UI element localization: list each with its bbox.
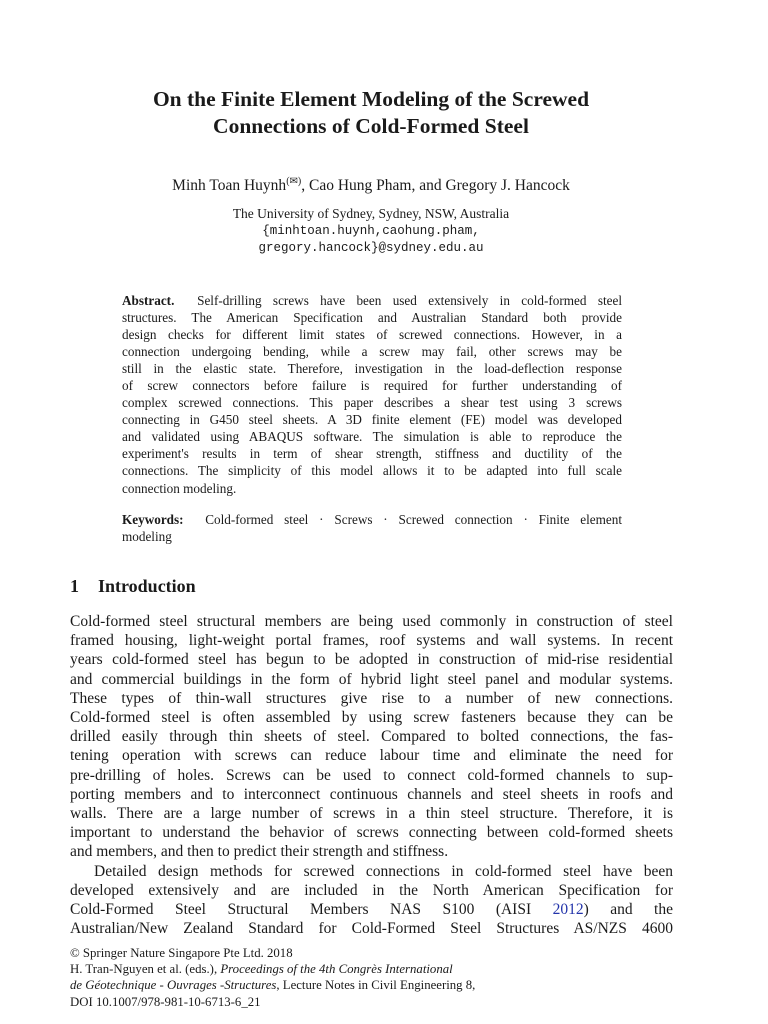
title-line-2: Connections of Cold-Formed Steel bbox=[213, 114, 529, 138]
section-title: Introduction bbox=[98, 576, 196, 596]
footer-copyright: © Springer Nature Singapore Pte Ltd. 2018 bbox=[70, 946, 293, 960]
abstract-line: design checks for different limit states of screwed connections. However, in a bbox=[122, 327, 622, 343]
body-line: walls. There are a large number of screws in a thin steel structure. Therefore, it is bbox=[70, 805, 673, 823]
keywords-label: Keywords: bbox=[122, 512, 184, 527]
body-line: and commercial buildings in the form of hybrid light steel panel and modular systems. bbox=[70, 670, 673, 688]
citation-link-aisi-2012[interactable]: 2012 bbox=[552, 901, 584, 919]
abstract-line: structures. The American Specification and Australian Standard both provide bbox=[122, 310, 622, 326]
body-line: years cold-formed steel has begun to be adopted in construction of mid-rise residential bbox=[70, 651, 673, 669]
author-first: Minh Toan Huynh bbox=[172, 177, 287, 194]
footer-series: de Géotechnique - Ouvrages -Structures, Lecture Notes in Civil Engineering 8, bbox=[70, 978, 476, 993]
title-line-1: On the Finite Element Modeling of the Screwed bbox=[152, 87, 590, 111]
body-line: developed extensively and are included in the North American Specification for bbox=[70, 881, 673, 899]
abstract-line: of screw connectors before failure is required for further understanding of bbox=[122, 378, 622, 394]
abstract-line: experiment's results in term of shear strength, stiffness and ductility of the bbox=[122, 446, 622, 462]
abstract-line: still in the elastic state. Therefore, investigation in the load-deflection response bbox=[122, 361, 622, 377]
footer-notice bbox=[70, 945, 673, 1010]
body-line: Detailed design methods for screwed connections in cold-formed steel have been bbox=[94, 862, 673, 880]
abstract bbox=[122, 292, 622, 497]
author-list bbox=[70, 172, 672, 196]
affiliation-email-line-1: {minhtoan.huynh,caohung.pham, bbox=[262, 223, 480, 238]
body-line: framed housing, light-weight portal frames, roof systems and wall systems. In recent bbox=[70, 632, 673, 650]
affiliation-institution: The University of Sydney, Sydney, NSW, Australia bbox=[232, 206, 510, 221]
body-line: pre-drilling of holes. Screws can be used to connect cold-formed channels to sup- bbox=[70, 766, 673, 784]
footer-editors: H. Tran-Nguyen et al. (eds.), Proceedings of the 4th Congrès International bbox=[70, 962, 453, 977]
body-line: These types of thin-wall structures give rise to a number of new connections. bbox=[70, 689, 673, 707]
body-line: important to understand the behavior of screws connecting between cold-formed sheets bbox=[70, 824, 673, 842]
body-text bbox=[70, 612, 673, 938]
body-line: Cold-formed steel is often assembled by using screw fasteners because they can be bbox=[70, 709, 673, 727]
footer-doi: DOI 10.1007/978-981-10-6713-6_21 bbox=[70, 994, 261, 1009]
author-rest: , Cao Hung Pham, and Gregory J. Hancock bbox=[301, 177, 570, 194]
keywords-line-2: modeling bbox=[122, 529, 172, 545]
body-line: porting members and to interconnect continuous channels and steel sheets in roofs and bbox=[70, 785, 673, 803]
section-number: 1 bbox=[70, 576, 79, 596]
abstract-line: connection modeling. bbox=[122, 480, 237, 496]
body-line: tening operation with screws can reduce labour time and eliminate the need for bbox=[70, 747, 673, 765]
body-line: drilled easily through thin sheets of steel. Compared to bolted connections, the fas- bbox=[70, 728, 673, 746]
abstract-line: Abstract. Self-drilling screws have been used extensively in cold-formed steel bbox=[122, 293, 622, 308]
keywords-line-1: Keywords: Cold-formed steel · Screws · Screwed connection · Finite element bbox=[122, 512, 623, 527]
paper-title bbox=[70, 86, 672, 140]
affiliation-email-line-2: gregory.hancock}@sydney.edu.au bbox=[258, 241, 484, 255]
abstract-line: complex screwed connections. This paper describes a shear test using 3 screws bbox=[122, 395, 622, 411]
abstract-line: connection undergoing bending, while a screw may fail, other screws may be bbox=[122, 344, 622, 360]
abstract-label: Abstract. bbox=[122, 293, 175, 308]
body-line: Cold-Formed Steel Structural Members NAS S100 (AISI 2012) and the bbox=[70, 901, 673, 919]
abstract-line: connections. The simplicity of this model allows it to be adapted into full scale bbox=[122, 463, 622, 479]
affiliation-block bbox=[70, 205, 672, 258]
body-line: Australian/New Zealand Standard for Cold-Formed Steel Structures AS/NZS 4600 bbox=[70, 920, 673, 938]
body-line: and members, and then to predict their strength and stiffness. bbox=[70, 843, 449, 861]
keywords bbox=[122, 511, 622, 545]
corresponding-author-mark: (✉) bbox=[286, 176, 302, 187]
section-heading bbox=[70, 575, 196, 597]
abstract-line: and validated using ABAQUS software. The simulation is able to reproduce the bbox=[122, 429, 622, 445]
abstract-line: connecting in G450 steel sheets. A 3D finite element (FE) model was developed bbox=[122, 412, 622, 428]
body-line: Cold-formed steel structural members are being used commonly in construction of steel bbox=[70, 613, 673, 630]
